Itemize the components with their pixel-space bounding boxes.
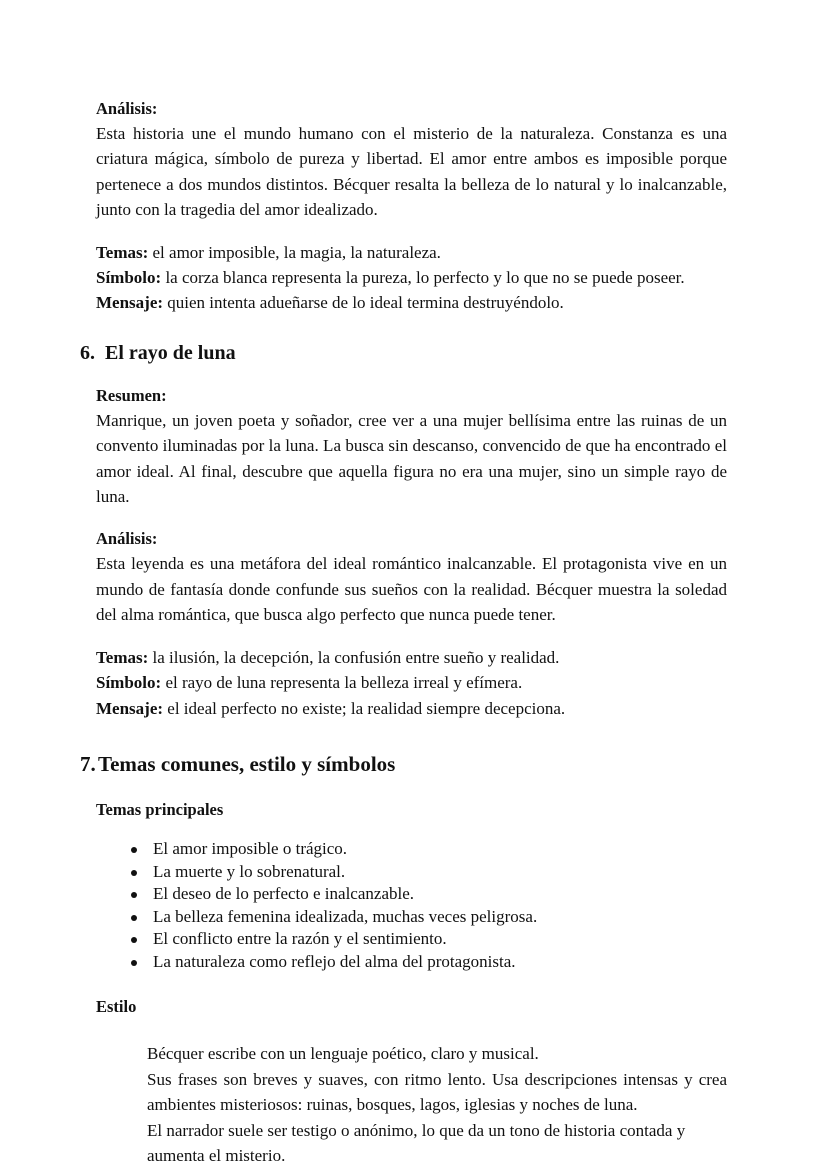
spacer (80, 366, 727, 383)
spacer (80, 628, 727, 645)
analisis-block-corza (80, 96, 727, 223)
estilo-paragraph-1: Bécquer escribe con un lenguaje poético, claro y musical. (147, 1044, 539, 1064)
resumen-label: Resumen: (96, 385, 167, 405)
spacer (80, 316, 727, 340)
section-number-7: 7. (80, 751, 96, 776)
detail-key-simbolo: Símbolo: (96, 268, 162, 288)
detail-value-mensaje: quien intenta adueñarse de lo ideal termina destruyéndolo. (167, 293, 564, 313)
detail-row-mensaje (96, 290, 727, 315)
subheading-estilo: Estilo (96, 997, 137, 1017)
document-content (80, 96, 727, 1169)
list-item: El amor imposible o trágico. (131, 838, 727, 861)
detail-row-simbolo (96, 265, 727, 290)
detail-key-temas-rayo: Temas: (96, 647, 149, 667)
analisis-paragraph: Esta historia une el mundo humano con el misterio de la naturaleza. Constanza es una criatura mágica, símbolo de pureza y libertad. El amor entre ambos es imposible porque pertenece a dos mundos distintos. Bécquer resalta la belleza de lo natural y lo inalcanzable, junto con la tragedia del amor idealizado. (96, 124, 727, 220)
spacer (80, 509, 727, 526)
detail-value-simbolo-rayo: el rayo de luna representa la belleza irreal y efímera. (165, 673, 523, 693)
analisis-label: Análisis: (96, 99, 158, 118)
detail-key-mensaje-rayo: Mensaje: (96, 698, 164, 718)
detail-row-temas (96, 240, 727, 265)
estilo-paragraphs (80, 1041, 727, 1168)
spacer (80, 1019, 727, 1041)
detail-key-mensaje: Mensaje: (96, 293, 164, 313)
estilo-paragraph-3: El narrador suele ser testigo o anónimo, lo que da un tono de historia contada y aumenta el misterio. (147, 1120, 686, 1166)
spacer (80, 973, 727, 994)
section-number-6: 6. (80, 341, 95, 364)
detail-value-temas-rayo: la ilusión, la decepción, la confusión entre sueño y realidad. (152, 647, 560, 667)
detail-key-simbolo-rayo: Símbolo: (96, 673, 162, 693)
section-heading-6 (80, 340, 727, 366)
list-item: La naturaleza como reflejo del alma del protagonista. (131, 951, 727, 974)
detail-row-temas-rayo (96, 645, 727, 670)
details-list-corza (80, 240, 727, 316)
details-list-rayo (80, 645, 727, 721)
section-title-6: El rayo de luna (105, 341, 236, 364)
resumen-block-rayo (80, 383, 727, 510)
list-item: El conflicto entre la razón y el sentimiento. (131, 928, 727, 951)
detail-value-simbolo: la corza blanca representa la pureza, lo perfecto y lo que no se puede poseer. (165, 268, 685, 288)
temas-principales-list (80, 838, 727, 974)
resumen-paragraph: Manrique, un joven poeta y soñador, cree ver a una mujer bellísima entre las ruinas de un convento iluminadas por la luna. La busca sin descanso, convencido de que ha encontrado el amor ideal. Al final, descubre que aquella figura no era una mujer, sino un simple rayo de luna. (96, 410, 727, 507)
detail-row-mensaje-rayo (96, 696, 727, 721)
detail-row-simbolo-rayo (96, 670, 727, 695)
list-item: La belleza femenina idealizada, muchas veces peligrosa. (131, 906, 727, 929)
spacer (80, 822, 727, 838)
detail-key-temas: Temas: (96, 242, 149, 262)
section-title-7: Temas comunes, estilo y símbolos (98, 751, 396, 776)
estilo-paragraph-2: Sus frases son breves y suaves, con ritmo lento. Usa descripciones intensas y crea ambientes misteriosos: ruinas, bosques, lagos, iglesias y noches de luna. (147, 1069, 727, 1115)
spacer (80, 777, 727, 797)
analisis-block-rayo (80, 526, 727, 627)
detail-value-temas: el amor imposible, la magia, la naturaleza. (152, 242, 441, 262)
spacer (80, 721, 727, 751)
detail-value-mensaje-rayo: el ideal perfecto no existe; la realidad siempre decepciona. (167, 698, 566, 718)
list-item: El deseo de lo perfecto e inalcanzable. (131, 883, 727, 906)
subheading-temas-principales: Temas principales (96, 799, 224, 819)
analisis-paragraph-rayo: Esta leyenda es una metáfora del ideal romántico inalcanzable. El protagonista vive en un mundo de fantasía donde confunde sus sueños con la realidad. Bécquer muestra la soledad del alma romántica, que busca algo perfecto que nunca puede tener. (96, 554, 727, 625)
spacer (80, 223, 727, 240)
list-item: La muerte y lo sobrenatural. (131, 861, 727, 884)
section-heading-7 (80, 751, 727, 777)
analisis-label-rayo: Análisis: (96, 529, 158, 549)
